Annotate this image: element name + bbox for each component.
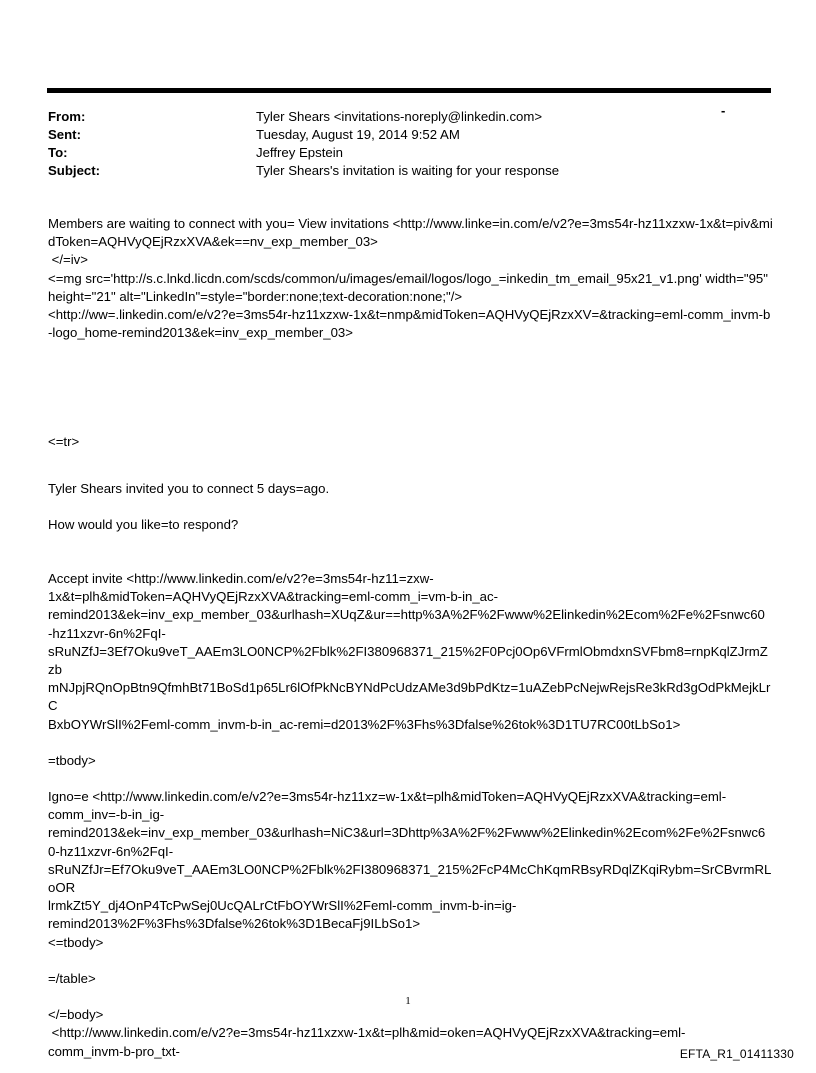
body-paragraph-tr: <=tr> [48, 434, 80, 450]
body-paragraph-ignore: Igno=e <http://www.linkedin.com/e/v2?e=3ms54r-hz11xz=w-1x&t=plh&midToken=AQHVyQEjRzxXVA&tracking=eml- comm_inv=-b-in_ig- remind2013&ek=inv_exp_member_03&urlhash=NiC3&url=3Dhttp%3A%2F%2Fwww%2Elinkedin%2Ecom%2Fe%2Fsnwc6 0-hz11xzvr-6n%2FqI- sRuNZfJr=Ef7Oku9veT_AAEm3LO0NCP%2Fblk%2FI380968371_215%2FcP4McChKqmRBsyRDqlZKqiRybm=SrCBvrmRLoOR lrmkZt5Y_dj4OnP4TcPwSej0UcQALrCtFbOYWrSlI%2Feml-comm_invm-b-in=ig- remind2013%2F%3Fhs%3Dfalse%26tok%3D1BecaFj9ILbSo1> <=tbody> [48, 789, 772, 950]
sent-row [48, 126, 748, 144]
body-paragraph-table: =/table> [48, 970, 96, 986]
to-row [48, 144, 748, 162]
spacer [48, 952, 773, 970]
spacer [48, 534, 773, 570]
body-paragraph-respond: How would you like=to respond? [48, 516, 239, 532]
page-number: 1 [405, 995, 411, 1007]
spacer [48, 342, 773, 433]
to-value: Jeffrey Epstein [256, 145, 343, 160]
body-paragraph-accept: Accept invite <http://www.linkedin.com/e/v2?e=3ms54r-hz11=zxw- 1x&t=plh&midToken=AQHVyQEjRzxXVA&tracking=eml-comm_i=vm-b-in_ac- remind2013&ek=inv_exp_member_03&urlhash=XUqZ&ur==http%3A%2F%2Fwww%2Elinkedin%2Ecom%2Fe%2Fsnwc60 -hz11xzvr-6n%2FqI- sRuNZfJ=3Ef7Oku9veT_AAEm3LO0NCP%2Fblk%2FI380968371_215%2F0Pcj0Op6VFrmlObmdxnSVFbm8=rnpKqlZJrmZzb mNJpjRQnOpBtn9QfmhBt71BoSd1p65Lr6lOfPkNcBYNdPcUdzAMe3d9bPdKtz=1uAZebPcNejwRejsRe3kRd3gOdPkMejkLrC BxbOYWrSlI%2Feml-comm_invm-b-in_ac-remi=d2013%2F%3Fhs%3Dfalse%26tok%3D1TU7RC00tLbSo1> [48, 571, 771, 732]
spacer [48, 734, 773, 752]
subject-value: Tyler Shears's invitation is waiting for your response [256, 163, 560, 178]
body-paragraph-end: </=body> <http://www.linkedin.com/e/v2?e=3ms54r-hz11xzxw-1x&t=plh&mid=oken=AQHVyQEjRzxXVA&tracking=eml- comm_invm-b-pro_txt- [48, 1007, 686, 1059]
from-row [48, 103, 748, 126]
spacer [48, 498, 773, 516]
sent-value: Tuesday, August 19, 2014 9:52 AM [256, 127, 460, 142]
document-reference: EFTA_R1_01411330 [679, 1047, 794, 1061]
email-header [48, 103, 748, 180]
email-body [48, 215, 773, 1061]
sent-label: Sent: [48, 127, 81, 142]
header-rule [47, 88, 771, 93]
from-value: Tyler Shears <invitations-noreply@linkedin.com> [256, 109, 543, 124]
header-mark: - [721, 103, 726, 118]
spacer [48, 452, 773, 480]
to-label: To: [48, 145, 68, 160]
spacer [48, 770, 773, 788]
subject-row [48, 162, 748, 180]
body-paragraph-invited: Tyler Shears invited you to connect 5 days=ago. [48, 480, 330, 496]
body-paragraph-invitations: Members are waiting to connect with you= View invitations <http://www.linke=in.com/e/v2?e=3ms54r-hz11xzxw-1x&t=piv&midToken=AQHVyQEjRzxXVA&ek==nv_exp_member_03> </=iv> <=mg src='http://s.c.lnkd.licdn.com/scds/common/u/images/email/logos/logo_=inkedin_tm_email_95x21_v1.png' width="95" height="21" alt="LinkedIn"=style="border:none;text-decoration:none;"/> <http://ww=.linkedin.com/e/v2?e=3ms54r-hz11xzxw-1x&t=nmp&midToken=AQHVyQEjRzxXV=&tracking=eml-comm_invm-b-logo_home-remind2013&ek=inv_exp_member_03> [48, 216, 773, 341]
from-label: From: [48, 109, 86, 124]
body-paragraph-tbody: =tbody> [48, 752, 96, 768]
subject-label: Subject: [48, 163, 101, 178]
